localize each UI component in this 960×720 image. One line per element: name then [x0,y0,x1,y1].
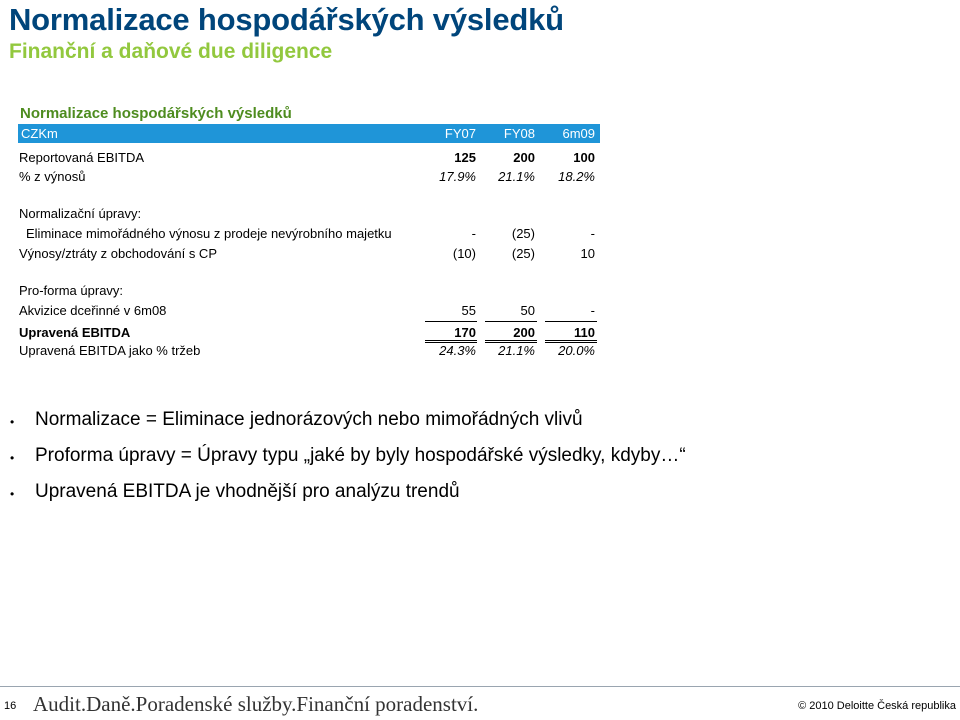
value-fy08: 200 [513,150,535,165]
header-unit: CZKm [21,126,58,141]
bullet-dot-icon: • [10,487,15,501]
page-number: 16 [4,700,17,712]
bullet-text: Proforma úpravy = Úpravy typu „jaké by byly hospodářské výsledky, kdyby…“ [35,445,686,466]
value-fy08: 50 [520,303,535,318]
value-6m09: - [590,303,595,318]
value-fy08: 200 [513,325,535,340]
table-title: Normalizace hospodářských výsledků [20,105,292,122]
value-6m09: - [590,226,595,241]
footer-divider [0,686,960,687]
row-label: Výnosy/ztráty z obchodování s CP [19,246,217,261]
value-fy07: 125 [454,150,476,165]
value-fy07: (10) [452,246,476,261]
footer-copyright: © 2010 Deloitte Česká republika [798,700,956,712]
row-label: Reportovaná EBITDA [19,150,145,165]
bullet-dot-icon: • [10,451,15,465]
header-fy08: FY08 [503,126,535,141]
double-line [425,340,477,341]
value-fy07: 55 [461,303,476,318]
value-6m09: 18.2% [558,169,595,184]
table-row-adjusted-ebitda-pct [18,343,600,361]
table-row-securities-trading [18,246,600,264]
bullet-text: Upravená EBITDA je vhodnější pro analýzu trendů [35,481,460,502]
value-6m09: 110 [574,325,595,340]
double-line [545,340,597,341]
header-fy07: FY07 [444,126,476,141]
value-fy08: 21.1% [498,343,535,358]
table-row-extraordinary-income [18,226,600,244]
table-section-proforma [18,283,600,301]
section-label: Pro-forma úpravy: [19,283,124,298]
value-fy08: (25) [511,246,535,261]
row-label: Akvizice dceřinné v 6m08 [19,303,167,318]
value-fy07: - [471,226,476,241]
value-fy07: 17.9% [439,169,476,184]
value-fy07: 170 [454,325,476,340]
value-6m09: 20.0% [558,343,595,358]
footer-tagline: Audit.Daně.Poradenské služby.Finanční poradenství. [33,692,479,716]
value-fy08: 21.1% [498,169,535,184]
value-6m09: 100 [573,150,595,165]
table-row-acquisition [18,303,600,321]
sum-line [485,321,537,322]
bullet-dot-icon: • [10,415,15,429]
row-label: Upravená EBITDA jako % tržeb [19,343,201,358]
table-section-normalization [18,206,600,224]
value-fy07: 24.3% [439,343,476,358]
header-6m09: 6m09 [562,126,595,141]
page-title: Normalizace hospodářských výsledků [9,2,564,37]
section-label: Normalizační úpravy: [19,206,142,221]
sum-line [545,321,597,322]
table-row-reported-ebitda [18,150,600,168]
sum-line [425,321,477,322]
table-header [18,124,600,143]
row-label: % z výnosů [19,169,86,184]
bullet-text: Normalizace = Eliminace jednorázových nebo mimořádných vlivů [35,409,583,430]
value-fy08: (25) [511,226,535,241]
row-label: Upravená EBITDA [19,325,131,340]
table-row-revenue-pct [18,169,600,187]
value-6m09: 10 [580,246,595,261]
double-line [485,340,537,341]
page-subtitle: Finanční a daňové due diligence [9,40,333,63]
row-label: Eliminace mimořádného výnosu z prodeje nevýrobního majetku [26,226,392,241]
